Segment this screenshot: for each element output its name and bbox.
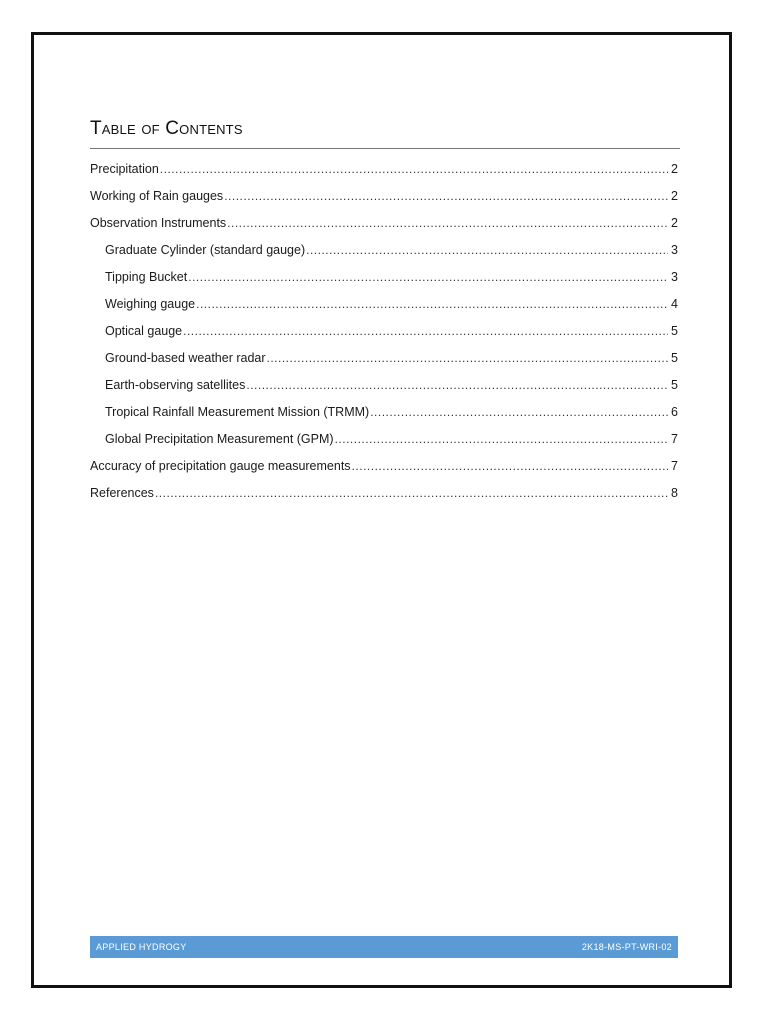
toc-entry-label: Tropical Rainfall Measurement Mission (TRMM) xyxy=(105,405,370,419)
toc-entry-page: 2 xyxy=(671,216,678,230)
toc-entry-label: Ground-based weather radar xyxy=(105,351,266,365)
dot-leader xyxy=(335,426,668,453)
footer-left-text: APPLIED HYDROGY xyxy=(96,942,187,952)
toc-entry-page: 5 xyxy=(671,351,678,365)
toc-entry-label: Tipping Bucket xyxy=(105,270,188,284)
toc-entry-ground-based-weather-radar[interactable] xyxy=(90,345,678,372)
toc-entry-page: 6 xyxy=(671,405,678,419)
toc-entry-label: Working of Rain gauges xyxy=(90,189,224,203)
dot-leader xyxy=(306,237,668,264)
dot-leader xyxy=(246,372,668,399)
page-footer xyxy=(90,936,678,958)
toc-entry-label: Graduate Cylinder (standard gauge) xyxy=(105,243,306,257)
dot-leader xyxy=(155,480,668,507)
toc-entry-label: References xyxy=(90,486,154,500)
toc-entry-label: Global Precipitation Measurement (GPM) xyxy=(105,432,334,446)
toc-entry-page: 5 xyxy=(671,324,678,338)
toc-entry-label: Earth-observing satellites xyxy=(105,378,246,392)
toc-entry-trmm[interactable] xyxy=(90,399,678,426)
dot-leader xyxy=(188,264,668,291)
toc-entry-page: 4 xyxy=(671,297,678,311)
toc-entry-graduate-cylinder[interactable] xyxy=(90,237,678,264)
toc-title-rule xyxy=(90,148,680,149)
toc-entry-tipping-bucket[interactable] xyxy=(90,264,678,291)
toc-entry-accuracy[interactable] xyxy=(90,453,678,480)
dot-leader xyxy=(160,156,668,183)
dot-leader xyxy=(183,318,668,345)
toc-entry-label: Weighing gauge xyxy=(105,297,196,311)
toc-entry-earth-observing-satellites[interactable] xyxy=(90,372,678,399)
table-of-contents xyxy=(90,156,678,507)
dot-leader xyxy=(370,399,668,426)
toc-entry-weighing-gauge[interactable] xyxy=(90,291,678,318)
toc-entry-page: 5 xyxy=(671,378,678,392)
toc-entry-precipitation[interactable] xyxy=(90,156,678,183)
dot-leader xyxy=(267,345,669,372)
toc-entry-page: 2 xyxy=(671,162,678,176)
dot-leader xyxy=(227,210,668,237)
toc-entry-working-of-rain-gauges[interactable] xyxy=(90,183,678,210)
toc-entry-page: 8 xyxy=(671,486,678,500)
footer-right-text: 2K18-MS-PT-WRI-02 xyxy=(581,942,672,952)
toc-entry-page: 7 xyxy=(671,459,678,473)
toc-entry-label: Optical gauge xyxy=(105,324,183,338)
toc-title: Table of Contents xyxy=(90,118,243,139)
toc-entry-page: 3 xyxy=(671,270,678,284)
toc-entry-label: Precipitation xyxy=(90,162,159,176)
toc-entry-page: 3 xyxy=(671,243,678,257)
toc-entry-gpm[interactable] xyxy=(90,426,678,453)
toc-entry-observation-instruments[interactable] xyxy=(90,210,678,237)
dot-leader xyxy=(352,453,668,480)
toc-entry-label: Accuracy of precipitation gauge measurements xyxy=(90,459,351,473)
dot-leader xyxy=(196,291,668,318)
toc-entry-references[interactable] xyxy=(90,480,678,507)
toc-entry-page: 7 xyxy=(671,432,678,446)
toc-entry-label: Observation Instruments xyxy=(90,216,227,230)
dot-leader xyxy=(224,183,668,210)
toc-entry-optical-gauge[interactable] xyxy=(90,318,678,345)
toc-entry-page: 2 xyxy=(671,189,678,203)
